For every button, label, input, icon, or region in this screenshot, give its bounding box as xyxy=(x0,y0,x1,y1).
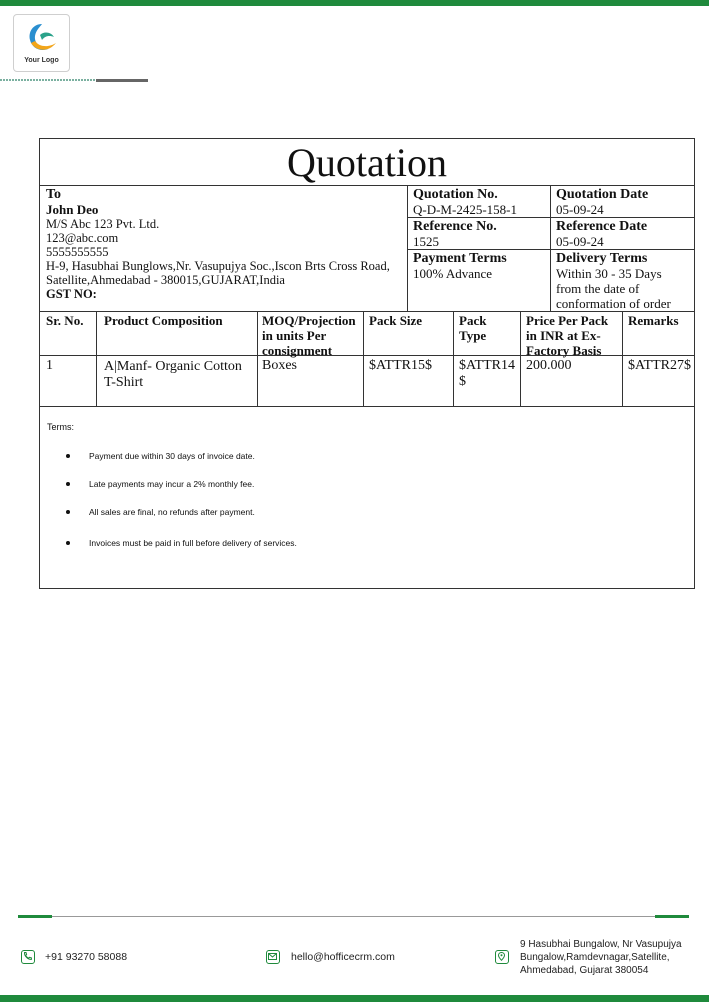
footer-address-line1: 9 Hasubhai Bungalow, Nr Vasupujya xyxy=(520,939,682,950)
col-header-sr-no: Sr. No. xyxy=(46,313,84,328)
footer-accent-left xyxy=(18,915,52,918)
col-header-price-line1: Price Per Pack xyxy=(526,313,609,328)
col-header-moq-line2: in units Per xyxy=(262,328,327,343)
phone-icon xyxy=(21,950,35,964)
divider xyxy=(453,311,454,406)
footer-phone: +91 93270 58088 xyxy=(45,951,128,963)
col-header-price-line3: Factory Basis xyxy=(526,343,602,358)
customer-email: 123@abc.com xyxy=(46,231,119,245)
bullet-icon xyxy=(66,454,70,458)
logo-underline-bar xyxy=(96,79,148,82)
delivery-terms-line1: Within 30 - 35 Days xyxy=(556,266,662,281)
payment-terms-value: 100% Advance xyxy=(413,266,493,281)
quotation-date-value: 05-09-24 xyxy=(556,202,604,217)
footer-accent-right xyxy=(655,915,689,918)
cell-pack-type-line2: $ xyxy=(459,374,466,389)
divider xyxy=(96,311,97,406)
col-header-moq-line3: consignment xyxy=(262,343,333,358)
footer-address-line2: Bungalow,Ramdevnagar,Satellite, xyxy=(520,952,670,963)
divider xyxy=(550,185,551,311)
reference-no-value: 1525 xyxy=(413,234,439,249)
logo-text: Your Logo xyxy=(24,57,59,64)
bullet-icon xyxy=(66,541,70,545)
document-title: Quotation xyxy=(287,140,447,185)
col-header-pack-type-line1: Pack xyxy=(459,313,487,328)
location-pin-icon xyxy=(495,950,509,964)
footer-address-line3: Ahmedabad, Gujarat 380054 xyxy=(520,965,649,976)
reference-no-label: Reference No. xyxy=(413,219,497,234)
customer-address-line1: H-9, Hasubhai Bunglows,Nr. Vasupujya Soc.,Iscon Brts Cross Road, xyxy=(46,259,390,273)
bullet-icon xyxy=(66,510,70,514)
delivery-terms-line3: conformation of order xyxy=(556,296,671,311)
delivery-terms-label: Delivery Terms xyxy=(556,251,648,266)
divider xyxy=(520,311,521,406)
customer-phone: 5555555555 xyxy=(46,245,109,259)
footer-divider xyxy=(18,916,689,917)
quotation-no-label: Quotation No. xyxy=(413,187,498,202)
divider xyxy=(40,311,694,312)
divider xyxy=(363,311,364,406)
customer-address-line2: Satellite,Ahmedabad - 380015,GUJARAT,India xyxy=(46,273,285,287)
divider xyxy=(622,311,623,406)
quotation-no-value: Q-D-M-2425-158-1 xyxy=(413,202,517,217)
gst-label: GST NO: xyxy=(46,287,97,301)
divider xyxy=(407,185,408,311)
customer-name: John Deo xyxy=(46,202,99,217)
top-band xyxy=(0,0,709,6)
delivery-terms-line2: from the date of xyxy=(556,281,640,296)
cell-price: 200.000 xyxy=(526,358,572,373)
cell-moq: Boxes xyxy=(262,358,297,373)
customer-company: M/S Abc 123 Pvt. Ltd. xyxy=(46,217,160,231)
cell-remarks: $ATTR27$ xyxy=(628,358,691,373)
col-header-pack-size: Pack Size xyxy=(369,313,423,328)
cell-pack-type-line1: $ATTR14 xyxy=(459,358,515,373)
divider xyxy=(40,406,694,407)
bullet-icon xyxy=(66,482,70,486)
cell-pack-size: $ATTR15$ xyxy=(369,358,432,373)
bottom-band xyxy=(0,995,709,1002)
cell-sr-no: 1 xyxy=(46,358,53,373)
col-header-moq-line1: MOQ/Projection xyxy=(262,313,356,328)
company-logo xyxy=(13,14,70,72)
cell-composition-line1: A|Manf- Organic Cotton xyxy=(104,359,242,374)
reference-date-label: Reference Date xyxy=(556,219,648,234)
footer-email: hello@hofficecrm.com xyxy=(291,951,395,963)
terms-title: Terms: xyxy=(47,422,74,432)
logo-underline-dotted xyxy=(0,79,96,81)
col-header-composition: Product Composition xyxy=(104,313,223,328)
payment-terms-label: Payment Terms xyxy=(413,251,507,266)
email-icon xyxy=(266,950,280,964)
logo-mark-icon xyxy=(26,21,59,55)
quotation-date-label: Quotation Date xyxy=(556,187,649,202)
to-label: To xyxy=(46,187,62,202)
divider xyxy=(40,185,694,186)
divider xyxy=(257,311,258,406)
col-header-pack-type-line2: Type xyxy=(459,328,487,343)
col-header-remarks: Remarks xyxy=(628,313,679,328)
cell-composition-line2: T-Shirt xyxy=(104,375,144,390)
col-header-price-line2: in INR at Ex- xyxy=(526,328,601,343)
quotation-frame: Quotation To John Deo M/S Abc 123 Pvt. Ltd. 123@abc.com 5555555555 H-9, Hasubhai Bunglows,Nr. Vasupujya Soc.,Iscon Brts Cross Road, Satellite,Ahmedabad - 380015,GUJARAT,India GST NO: Quotation No. Q-D-M-2425-158-1 Quotation Date 05-09-24 Reference No. 1525 Reference Date 05-09-24 Payment Terms 100% Advance Delivery Terms Within 30 - 35 Days from the date of conformation of order Sr. No. Product Composition MOQ/Projection in units Per consignment Pack Size Pack Type Price Per Pack in INR at Ex- Factory Basis Remarks 1 A|Manf- Organic Cotton T-Shirt Boxes $ATTR15$ $ATTR14 $ 200.000 $ATTR27$ Terms: Payment due within 30 days of invoice date. Late payments may incur a 2% monthly fee. All sales are final, no refunds after payment. Invoices must be paid in full before delivery of services. xyxy=(39,138,695,589)
reference-date-value: 05-09-24 xyxy=(556,234,604,249)
